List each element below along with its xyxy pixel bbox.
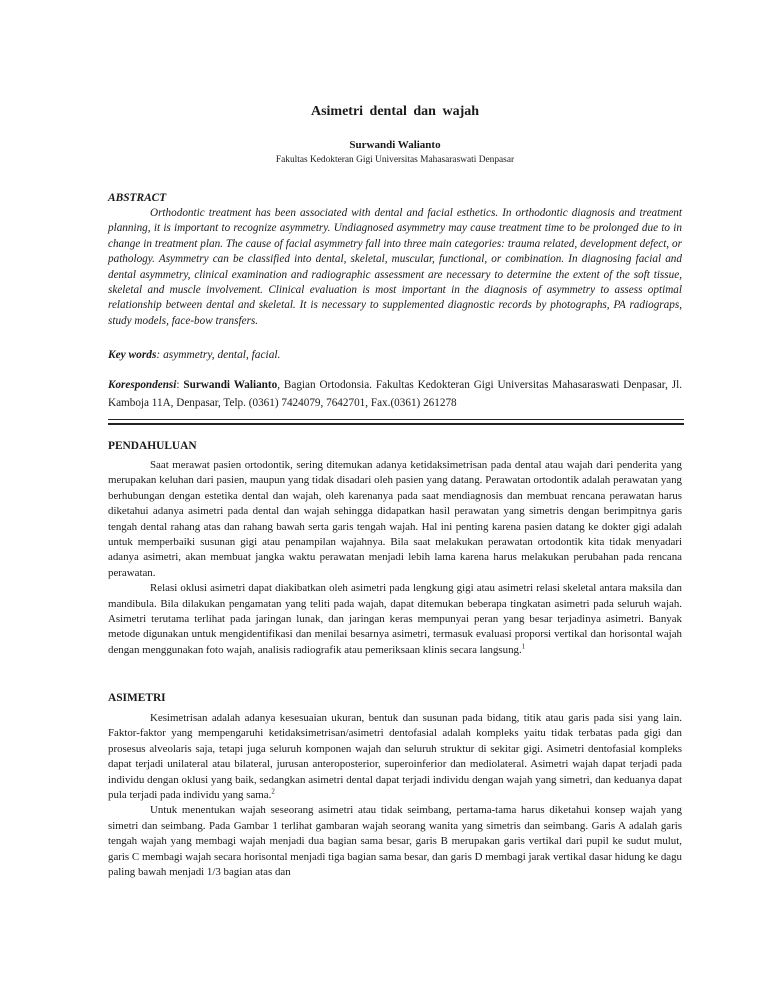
- author-name: Surwandi Walianto: [349, 139, 441, 151]
- section-heading-asimetri: ASIMETRI: [108, 692, 166, 704]
- paragraph-text: Saat merawat pasien ortodontik, sering ditemukan adanya ketidaksimetrisan pada dental atau wajah dari penderita yang merupakan keluhan dari pasien, maupun yang tidak disadari oleh pasien yang datang. Perawatan ortodontik adalah perawatan yang berhubungan dengan estetika dental dan wajah, oleh karenanya pada saat mendiagnosis dan membuat rencana perawatan harus diketahui adanya asimetri pada dental dan wajah sehingga didapatkan hasil perawatan yang simetris dengan berimpitnya garis tengah dental rahang atas dan rahang bawah serta garis tengah wajah. Hal ini penting karena pasien datang ke dokter gigi adalah untuk memperbaiki susunan gigi atau penampilan wajahnya. Bila saat melakukan perawatan ortodontik kita tidak menyadari adanya asimetri, akan membuat jangka waktu perawatan menjadi lebih lama karena harus melakukan perubahan pada rencana perawatan.: [108, 459, 682, 579]
- citation-ref: 2: [271, 787, 275, 796]
- keywords-text: : asymmetry, dental, facial.: [156, 349, 281, 361]
- paragraph: [108, 711, 682, 803]
- paragraph: [108, 581, 682, 658]
- correspondence-colon: :: [176, 379, 184, 391]
- abstract-heading: ABSTRACT: [108, 192, 167, 204]
- paragraph-text: Kesimetrisan adalah adanya kesesuaian ukuran, bentuk dan susunan pada bidang, titik atau garis pada sisi yang lain. Faktor-faktor yang mempengaruhi ketidaksimetrisan/asimetri dentofasial adalah kompleks yaitu tidak terbatas pada gigi dan prosesus alveolaris saja, tetapi juga seluruh komponen wajah dan seluruh struktur di sekitar gigi. Asimetri dentofasial kompleks dapat terjadi unilateral atau bilateral, jurusan anteroposterior, superoinferior dan mediolateral. Asimetri wajah dapat terjadi pada individu dengan oklusi yang baik, sedangkan asimetri dental dapat terjadi individu dengan wajah yang simetri, dan keduanya dapat pula terjadi pada individu yang sama.: [108, 712, 682, 802]
- divider-thin: [108, 419, 684, 420]
- correspondence-label: Korespondensi: [108, 379, 177, 391]
- correspondence-address: , Bagian Ortodonsia. Fakultas Kedokteran Gigi Universitas Mahasaraswati Denpasar, Jl. Kamboja 11A, Denpasar, Telp. (0361) 7424079, 7642701, Fax.(0361) 261278: [108, 379, 683, 409]
- abstract-text: [108, 206, 682, 329]
- author-affiliation: Fakultas Kedokteran Gigi Universitas Mahasaraswati Denpasar: [275, 155, 515, 165]
- keywords: [108, 349, 682, 361]
- paragraph-text: Untuk menentukan wajah seseorang asimetri atau tidak seimbang, pertama-tama harus diketahui konsep wajah yang simetri dan seimbang. Pada Gambar 1 terlihat gambaran wajah seorang wanita yang simetris dan seimbang. Garis A adalah garis tengah wajah yang membagi wajah menjadi dua bagian sama besar, garis B merupakan garis vertikal dari pupil ke sudut mulut, garis C membagi wajah secara horisontal menjadi tiga bagian sama besar, dan garis D membagi jarak vertikal dasar hidung ke dagu paling bawah menjadi 1/3 bagian atas dan: [108, 804, 682, 879]
- citation-ref: 1: [521, 642, 526, 651]
- divider-thick: [108, 423, 684, 425]
- paragraph: [108, 458, 682, 581]
- section-body-pendahuluan: [108, 458, 682, 658]
- paper-title: Asimetri dental dan wajah: [310, 104, 480, 119]
- paragraph-text: Relasi oklusi asimetri dapat diakibatkan oleh asimetri pada lengkung gigi atau asimetri relasi skeletal antara maksila dan mandibula. Bila dilakukan pengamatan yang teliti pada wajah, dapat ditemukan beberapa tingkatan asimetri pada seluruh wajah. Asimetri terutama terlihat pada jaringan lunak, dan jaringan keras mempunyai peran yang besar terjadinya asimetri. Banyak metode digunakan untuk mengidentifikasi dan menilai besarnya asimetri, termasuk evaluasi proporsi vertikal dan horisontal wajah dengan menggunakan foto wajah, analisis radiografik atau pemeriksaan klinis secara langsung.: [108, 582, 682, 656]
- section-heading-pendahuluan: PENDAHULUAN: [108, 440, 197, 452]
- section-body-asimetri: [108, 711, 682, 880]
- abstract-body: Orthodontic treatment has been associated with dental and facial esthetics. In orthodontic diagnosis and treatment planning, it is important to recognize asymmetry. Undiagnosed asymmetry may cause treatment time to be prolonged due to in change in treatment plan. The cause of facial asymmetry fall into three main categories: trauma related, development defect, or pathology. Asymmetry can be classified into dental, skeletal, muscular, functional, or combination. In diagnosing facial and dental asymmetry, clinical examination and radiographic assessment are necessary to determine the extent of the soft tissue, skeletal and muscle involvement. Clinical evaluation is most important in the diagnosis of asymmetry to assess optimal relationship between dental and skeletal. It is necessary to supplemented diagnostic records by photographs, PA radiograps, study models, face-bow transfers.: [108, 207, 682, 327]
- correspondence: [108, 377, 682, 412]
- keywords-label: Key words: [108, 349, 157, 361]
- paragraph: [108, 803, 682, 880]
- correspondence-name: Surwandi Walianto: [183, 379, 278, 391]
